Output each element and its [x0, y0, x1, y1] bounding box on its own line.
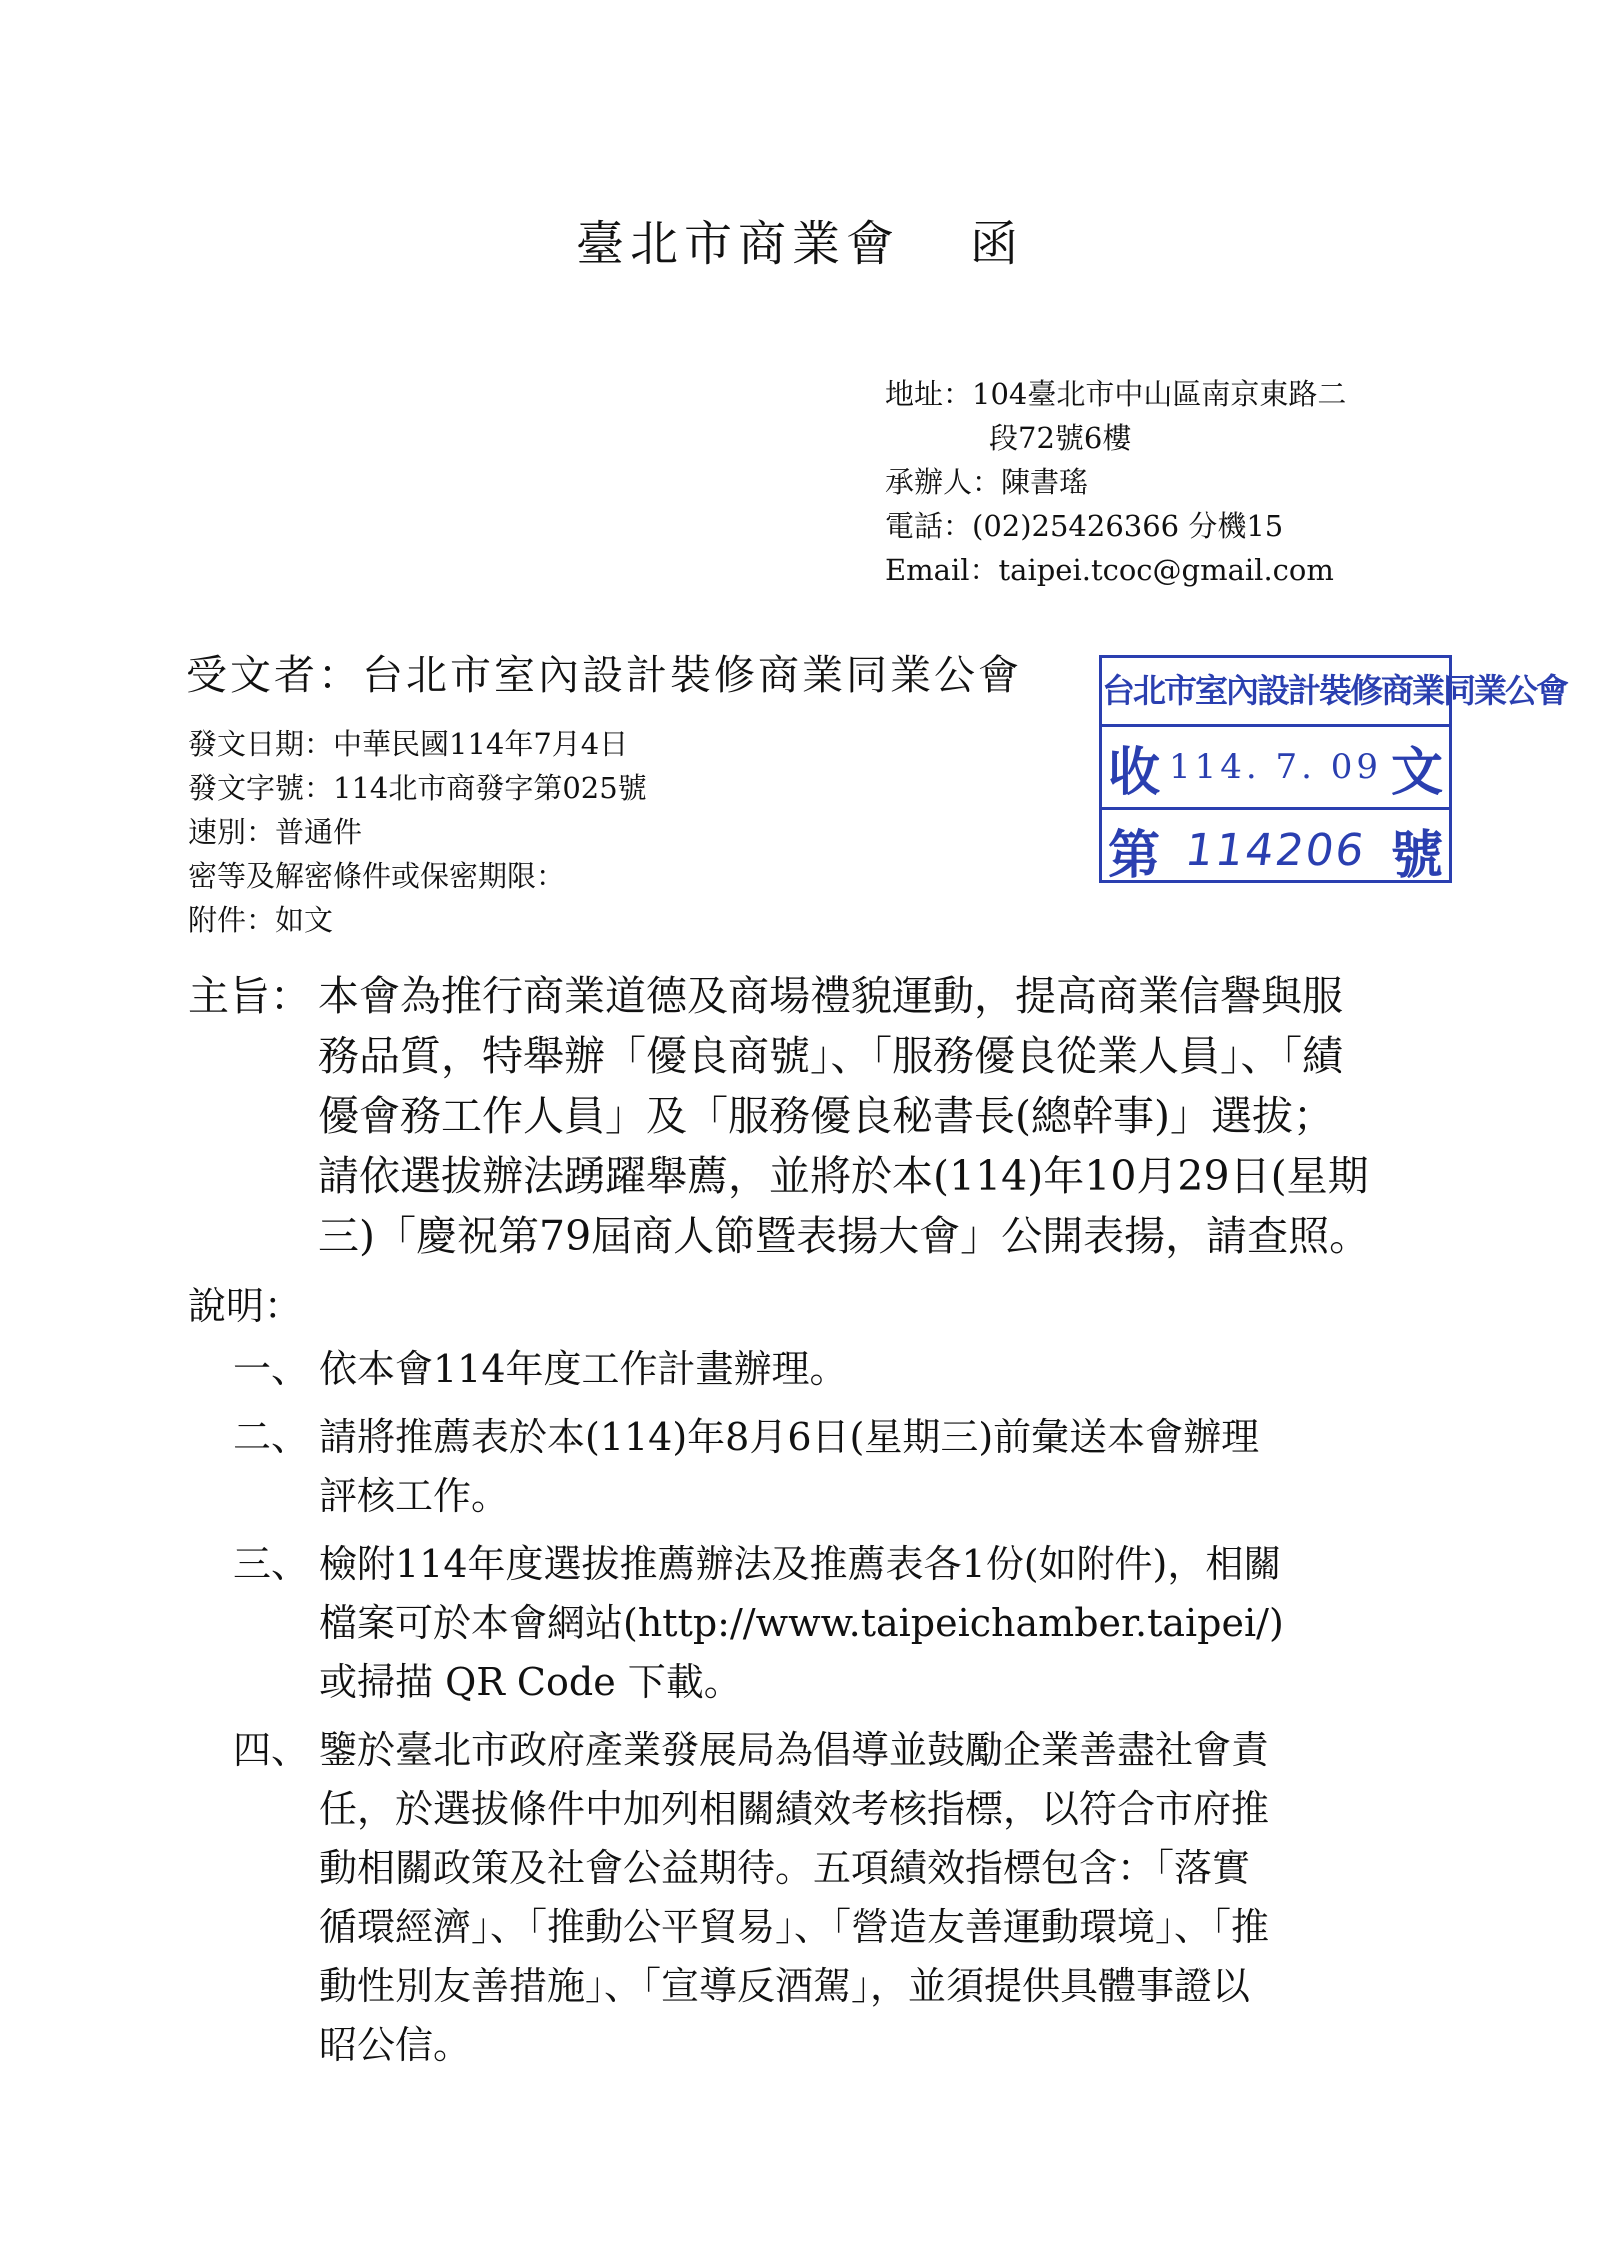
document-meta	[188, 722, 647, 942]
item-number: 三、	[233, 1542, 310, 1586]
subject-line: 本會為推行商業道德及商場禮貌運動，提高商業信譽與服	[318, 972, 1343, 1020]
recipient: 受文者：台北市室內設計裝修商業同業公會	[186, 651, 1022, 699]
item-line: 依本會114年度工作計畫辦理。	[319, 1347, 848, 1391]
item-number: 四、	[233, 1728, 310, 1772]
subject-body	[318, 966, 1558, 1266]
item-line: 評核工作。	[319, 1474, 510, 1518]
address-line-1: 地址：104臺北市中山區南京東路二	[885, 377, 1347, 411]
explanation-items	[233, 1340, 1284, 2084]
issuing-organization: 臺北市商業會	[575, 216, 900, 272]
explanation-item-3	[233, 1535, 1284, 1712]
item-line: 昭公信。	[319, 2023, 472, 2067]
address-line-2: 段72號6樓	[989, 421, 1132, 455]
phone: 電話：(02)25426366 分機15	[885, 509, 1284, 543]
delivery-speed: 速別：普通件	[188, 815, 363, 849]
subject-label: 主旨：	[188, 972, 311, 1020]
stamp-number-row	[1102, 810, 1449, 890]
contact-block	[885, 372, 1346, 592]
item-line: 檢附114年度選拔推薦辦法及推薦表各1份(如附件)，相關	[319, 1542, 1282, 1586]
subject-line: 優會務工作人員」及「服務優良秘書長(總幹事)」選拔；	[318, 1092, 1334, 1140]
stamp-wen-char: 文	[1390, 742, 1443, 803]
subject-section	[188, 966, 1558, 1266]
attachment-note: 附件：如文	[188, 903, 334, 937]
explanation-item-2	[233, 1408, 1284, 1526]
handler: 承辦人：陳書瑤	[885, 465, 1089, 499]
item-line: 動相關政策及社會公益期待。五項績效指標包含：「落實	[319, 1846, 1251, 1890]
item-line: 循環經濟」、「推動公平貿易」、「營造友善運動環境」、「推	[319, 1905, 1270, 1949]
stamp-receive-char: 收	[1108, 742, 1161, 803]
stamp-number: 114206	[1181, 824, 1370, 876]
explanation-item-1	[233, 1340, 1284, 1399]
item-line: 或掃描 QR Code 下載。	[319, 1660, 742, 1704]
stamp-date-row	[1102, 727, 1449, 810]
stamp-di-char: 第	[1108, 825, 1161, 886]
stamp-organization: 台北市室內設計裝修商業同業公會	[1102, 658, 1449, 727]
item-line: 動性別友善措施」、「宣導反酒駕」，並須提供具體事證以	[319, 1964, 1251, 2008]
received-stamp	[1099, 655, 1567, 886]
document-title	[0, 205, 1600, 274]
issue-date: 發文日期：中華民國114年7月4日	[188, 727, 629, 761]
document-type: 函	[970, 216, 1025, 272]
stamp-date: 114. 7. 09	[1168, 747, 1383, 787]
item-number: 二、	[233, 1415, 310, 1459]
explanation-label: 說明：	[188, 1284, 303, 1328]
item-line: 檔案可於本會網站(http://www.taipeichamber.taipei/)	[319, 1601, 1284, 1645]
subject-line: 三)「慶祝第79屆商人節暨表揚大會」公開表揚，請查照。	[318, 1212, 1371, 1260]
item-line: 請將推薦表於本(114)年8月6日(星期三)前彙送本會辦理	[319, 1415, 1260, 1459]
email: Email：taipei.tcoc@gmail.com	[885, 553, 1334, 587]
item-line: 任，於選拔條件中加列相關績效考核指標，以符合市府推	[319, 1787, 1270, 1831]
subject-line: 請依選拔辦法踴躍舉薦，並將於本(114)年10月29日(星期	[318, 1152, 1369, 1200]
item-line: 鑒於臺北市政府產業發展局為倡導並鼓勵企業善盡社會責	[319, 1728, 1270, 1772]
explanation-item-4	[233, 1721, 1284, 2075]
subject-line: 務品質，特舉辦「優良商號」、「服務優良從業人員」、「績	[318, 1032, 1343, 1080]
stamp-hao-char: 號	[1390, 825, 1443, 886]
item-number: 一、	[233, 1347, 310, 1391]
document-number: 發文字號：114北市商發字第025號	[188, 771, 647, 805]
secrecy-level: 密等及解密條件或保密期限：	[188, 859, 566, 893]
